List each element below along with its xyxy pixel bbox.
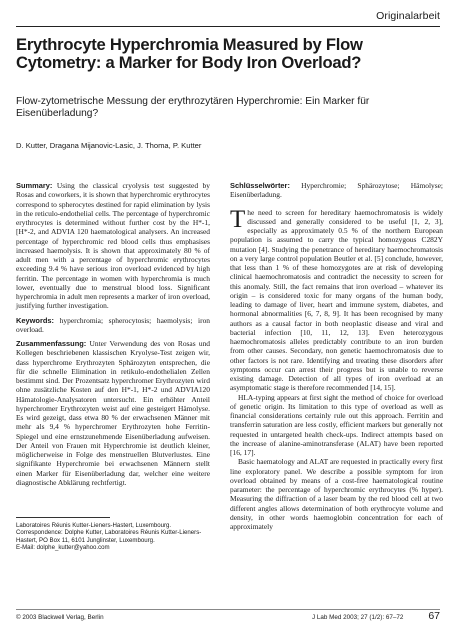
keywords-paragraph xyxy=(16,316,210,335)
schluesselwoerter-label: Schlüsselwörter: xyxy=(230,181,290,190)
body-paragraph-2: HLA-typing appears at first sight the method of choice for overload of genetic origin. Its limitation to this type of overload as well as financial considerations certainly rule out this approach. Ferritin and transferrin saturation are less costly, efficient markers but generally not requested in untargeted health check-ups. Indirect attempts based on the increase of alanine-aminotransferase (ALAT) have been reported [16, 17]. xyxy=(230,392,443,457)
page-number: 67 xyxy=(428,610,440,622)
body-paragraph-1 xyxy=(230,205,443,393)
left-column xyxy=(16,181,210,487)
right-column xyxy=(230,181,443,531)
copyright: © 2003 Blackwell Verlag, Berlin xyxy=(16,614,104,621)
schluesselwoerter-text: Hyperchromie; Sphärozytose; Hämolyse; Eisenüberladung. xyxy=(230,181,444,200)
footnote-correspondence: Correspondence: Dolphe Kutter, Laboratoires Réunis Kutter-Lieners-Hastert, PO Box 11, 6101 Junglinster, Luxembourg. xyxy=(16,529,202,544)
keywords-label: Keywords: xyxy=(16,315,55,325)
article-subtitle: Flow-zytometrische Messung der erythrozytären Hyperchromie: Ein Marker für Eisenüberladung? xyxy=(16,96,370,119)
zusammenfassung-paragraph xyxy=(16,339,210,487)
section-label: Originalarbeit xyxy=(376,10,440,22)
summary-label: Summary: xyxy=(16,181,53,190)
body-paragraph-3: Basic haematology and ALAT are requested in practically every first line exploratory panel. We describe a possible symptom for iron overload obtained by means of a cost-free haematological routine parameter: the percentage of hyperchromic erythrocytes (% hyper). Measuring the diffraction of a laser beam by the red blood cell at two different angles allows determination of both erythrocyte volume and density, in other words haemoglobin concentration for each of approximately xyxy=(230,457,443,531)
footnote-rule xyxy=(16,517,110,518)
zusammenfassung-text: Unter Verwendung des von Rosas und Kollegen beschriebenen klassischen Kryolyse-Test zeigen wir, dass hyperchrome Erythrozyten Sphärozyten entsprechen, die für die schnelle Elimination in retikulo-endothelialen Zellen bestimmt sind. Der Prozentsatz hyperchromer Erythrozyten wird ohne zusätzliche Kosten auf den H*-1, H*-2 und ADVIA120 Hämatologie-Analysatoren untersucht. Ein erhöhter Anteil hyperchromer Erythrozyten weist auf eine gesteigert Hämolyse. Es wird gezeigt, dass etwa 80 % der erwachsenen Männer mit mehr als 9,4 % hyperchromer Erythrozyten hohe Ferritin-Spiegel und eine ernstzunehmende Eisenüberladung aufweisen. Der Anteil von Frauen mit Hyperchromie ist deutlich kleiner, möglicherweise in Folge des menstruellen Blutverlustes. Eine signifikante Hyperchromie bei erwachsenen Männern stellt einen Marker für Eisenüberladung dar, welcher eine weitere diagnostische Abklärung rechtfertigt. xyxy=(16,339,211,487)
body-paragraph-1-text: he need to screen for hereditary haemochromatosis is widely discussed and generally considered to be useful [1, 2, 3], especially as approximately 0.5 % of the northern European population is assumed to carry the typical homozygous C282Y mutation [4]. Studying the penetrance of hereditary haemochromatosis on a very large control population Beutler et al. [5] conclude, however, that less than 1 % of these homozygotes are at risk of developing clinical haemochromatosis and contradict the necessity to screen for this anomaly. Still, the fact remains that iron overload – whatever its origin – is considered toxic for many organs of the human body, leading to damage of liver, heart and immune system, diabetes, and hormonal abnormalities [6, 7, 8, 9]. It has been recognised by many authors as a causal factor in both neoplastic disease and viral and bacterial infection [10, 11, 12, 13]. Even heterozygous haemochromatosis alleles predictably contribute to an iron burden from other causes. Secondary, non genetic haemochromatosis due to other factors is not rare. Identifying and treating these disorders after symptoms occur can arrest their progress but is unable to reverse existing damage. Detection of all types of iron overload at an asymptomatic stage is therefore recommended [14, 15]. xyxy=(230,207,443,393)
footnote xyxy=(16,522,210,552)
article-title: Erythrocyte Hyperchromia Measured by Flow Cytometry: a Marker for Body Iron Overload? xyxy=(16,35,363,73)
header-rule xyxy=(16,26,440,27)
zusammenfassung-label: Zusammenfassung: xyxy=(16,339,87,348)
footnote-affiliation: Laboratoires Réunis Kutter-Lieners-Hastert, Luxembourg. xyxy=(16,522,172,529)
article-authors: D. Kutter, Dragana Mijanovic-Lasic, J. Thoma, P. Kutter xyxy=(16,141,202,150)
footnote-email: E-Mail: dolphe_kutter@yahoo.com xyxy=(16,544,110,552)
footer-rule xyxy=(16,609,440,610)
schluesselwoerter-paragraph xyxy=(230,181,443,200)
summary-text: Using the classical cryolysis test suggested by Rosas and coworkers, it is shown that hyperchromic erythrocytes correspond to spherocytes destined for rapid elimination by lysis in the reticulo-endothelial cells. The percentage of hyperchromic erythrocytes is determined without further cost by the H*-1, [H*-2, and ADVIA 120 haematological analysers. An increased percentage of hyperchromic red blood cells thus emphasises increased haemolysis. It is shown that approximately 80 % of adult men with a percentage of hyperchromic erythrocytes exceeding 9.4 % have serious iron overload evidenced by high ferritin. The percentage in women with hyperchromia is much lower, eventually due to menstrual blood loss. Significant hyperchromia in adult men represents a marker of iron overload, justifying further investigation. xyxy=(16,181,210,311)
keywords-text: hyperchromia; spherocytosis; haemolysis; iron overload. xyxy=(16,315,211,334)
drop-cap: T xyxy=(230,205,246,233)
journal-citation: J Lab Med 2003; 27 (1/2): 67–72 xyxy=(312,614,404,621)
summary-paragraph xyxy=(16,181,210,311)
